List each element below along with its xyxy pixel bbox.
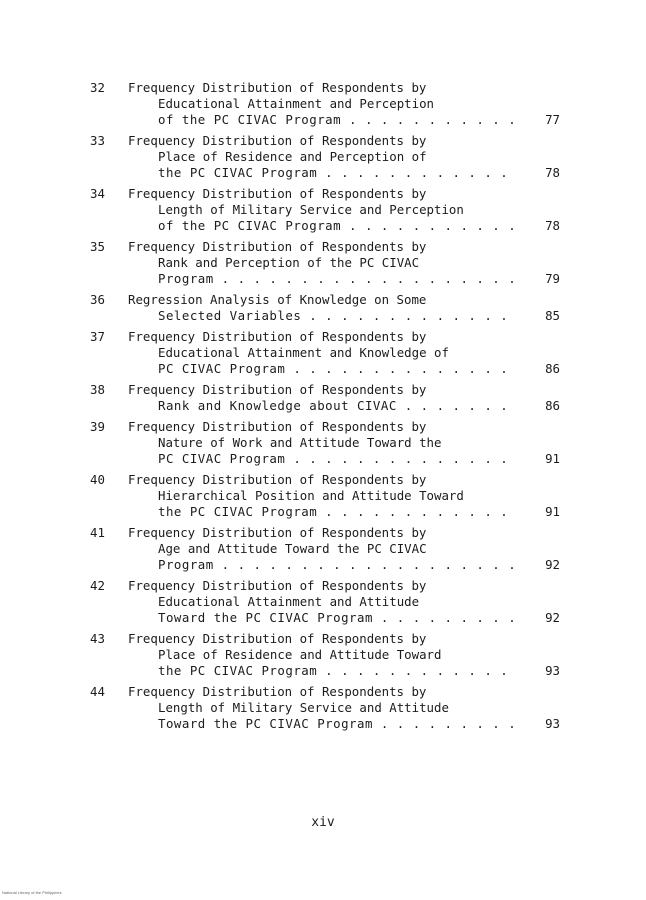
entry-page-number: 78: [545, 218, 560, 233]
entry-number: 41: [90, 525, 105, 540]
entry-title-line: Frequency Distribution of Respondents by: [128, 578, 427, 593]
list-of-tables: [90, 80, 560, 737]
entry-page-number: 92: [545, 610, 560, 625]
entry-number: 35: [90, 239, 105, 254]
entry-title-line: Frequency Distribution of Respondents by: [128, 631, 427, 646]
entry-number: 32: [90, 80, 105, 95]
entry-title-line: Hierarchical Position and Attitude Toward: [158, 488, 464, 503]
entry-page-number: 86: [545, 361, 560, 376]
entry-page-number: 91: [545, 504, 560, 519]
entry-title-line: Frequency Distribution of Respondents by: [128, 382, 427, 397]
entry-title-line: Toward the PC CIVAC Program . . . . . . . . .: [158, 610, 517, 625]
entry-title-line: Frequency Distribution of Respondents by: [128, 472, 427, 487]
entry-title-line: of the PC CIVAC Program . . . . . . . . . . .: [158, 218, 517, 233]
entry-number: 33: [90, 133, 105, 148]
entry-title-line: Educational Attainment and Attitude: [158, 594, 420, 609]
entry-page-number: 93: [545, 716, 560, 731]
toc-entry: [90, 239, 560, 292]
entry-title-line: Length of Military Service and Attitude: [158, 700, 449, 715]
entry-title-line: Frequency Distribution of Respondents by: [128, 239, 427, 254]
entry-title-line: the PC CIVAC Program . . . . . . . . . . . .: [158, 165, 509, 180]
entry-page-number: 93: [545, 663, 560, 678]
toc-entry: [90, 525, 560, 578]
entry-page-number: 79: [545, 271, 560, 286]
entry-title-line: Frequency Distribution of Respondents by: [128, 419, 427, 434]
toc-entry: [90, 329, 560, 382]
toc-entry: [90, 684, 560, 737]
entry-page-number: 78: [545, 165, 560, 180]
entry-title-line: Program . . . . . . . . . . . . . . . . . . .: [158, 271, 517, 286]
entry-title-line: PC CIVAC Program . . . . . . . . . . . . . .: [158, 361, 509, 376]
entry-title-line: Educational Attainment and Perception: [158, 96, 435, 111]
entry-number: 40: [90, 472, 105, 487]
entry-number: 38: [90, 382, 105, 397]
entry-number: 34: [90, 186, 105, 201]
toc-entry: [90, 133, 560, 186]
toc-entry: [90, 292, 560, 329]
toc-entry: [90, 419, 560, 472]
entry-title-line: Frequency Distribution of Respondents by: [128, 186, 427, 201]
entry-title-line: Selected Variables . . . . . . . . . . . . .: [158, 308, 509, 323]
toc-entry: [90, 631, 560, 684]
entry-number: 44: [90, 684, 105, 699]
toc-entry: [90, 80, 560, 133]
entry-page-number: 77: [545, 112, 560, 127]
entry-title-line: Educational Attainment and Knowledge of: [158, 345, 449, 360]
entry-title-line: of the PC CIVAC Program . . . . . . . . . . .: [158, 112, 517, 127]
entry-title-line: Frequency Distribution of Respondents by: [128, 684, 427, 699]
entry-title-line: the PC CIVAC Program . . . . . . . . . . . .: [158, 663, 509, 678]
entry-title-line: Nature of Work and Attitude Toward the: [158, 435, 442, 450]
entry-number: 37: [90, 329, 105, 344]
entry-title-line: Place of Residence and Attitude Toward: [158, 647, 442, 662]
entry-title-line: Length of Military Service and Perception: [158, 202, 464, 217]
entry-title-line: Rank and Knowledge about CIVAC . . . . . . .: [158, 398, 509, 413]
entry-title-line: Age and Attitude Toward the PC CIVAC: [158, 541, 427, 556]
entry-page-number: 86: [545, 398, 560, 413]
entry-title-line: the PC CIVAC Program . . . . . . . . . . . .: [158, 504, 509, 519]
entry-title-line: Rank and Perception of the PC CIVAC: [158, 255, 420, 270]
entry-title-line: PC CIVAC Program . . . . . . . . . . . . . .: [158, 451, 509, 466]
entry-title-line: Frequency Distribution of Respondents by: [128, 133, 427, 148]
toc-entry: [90, 382, 560, 419]
entry-number: 42: [90, 578, 105, 593]
entry-number: 43: [90, 631, 105, 646]
entry-page-number: 85: [545, 308, 560, 323]
library-footer: National Library of the Philippines: [2, 890, 62, 895]
entry-title-line: Frequency Distribution of Respondents by: [128, 525, 427, 540]
entry-title-line: Regression Analysis of Knowledge on Some: [128, 292, 427, 307]
entry-title-line: Frequency Distribution of Respondents by: [128, 329, 427, 344]
entry-page-number: 91: [545, 451, 560, 466]
toc-entry: [90, 186, 560, 239]
entry-page-number: 92: [545, 557, 560, 572]
entry-title-line: Place of Residence and Perception of: [158, 149, 427, 164]
page-number: xiv: [311, 815, 335, 830]
toc-entry: [90, 472, 560, 525]
entry-number: 39: [90, 419, 105, 434]
entry-title-line: Program . . . . . . . . . . . . . . . . . . .: [158, 557, 517, 572]
entry-number: 36: [90, 292, 105, 307]
toc-entry: [90, 578, 560, 631]
entry-title-line: Frequency Distribution of Respondents by: [128, 80, 427, 95]
entry-title-line: Toward the PC CIVAC Program . . . . . . . . .: [158, 716, 517, 731]
